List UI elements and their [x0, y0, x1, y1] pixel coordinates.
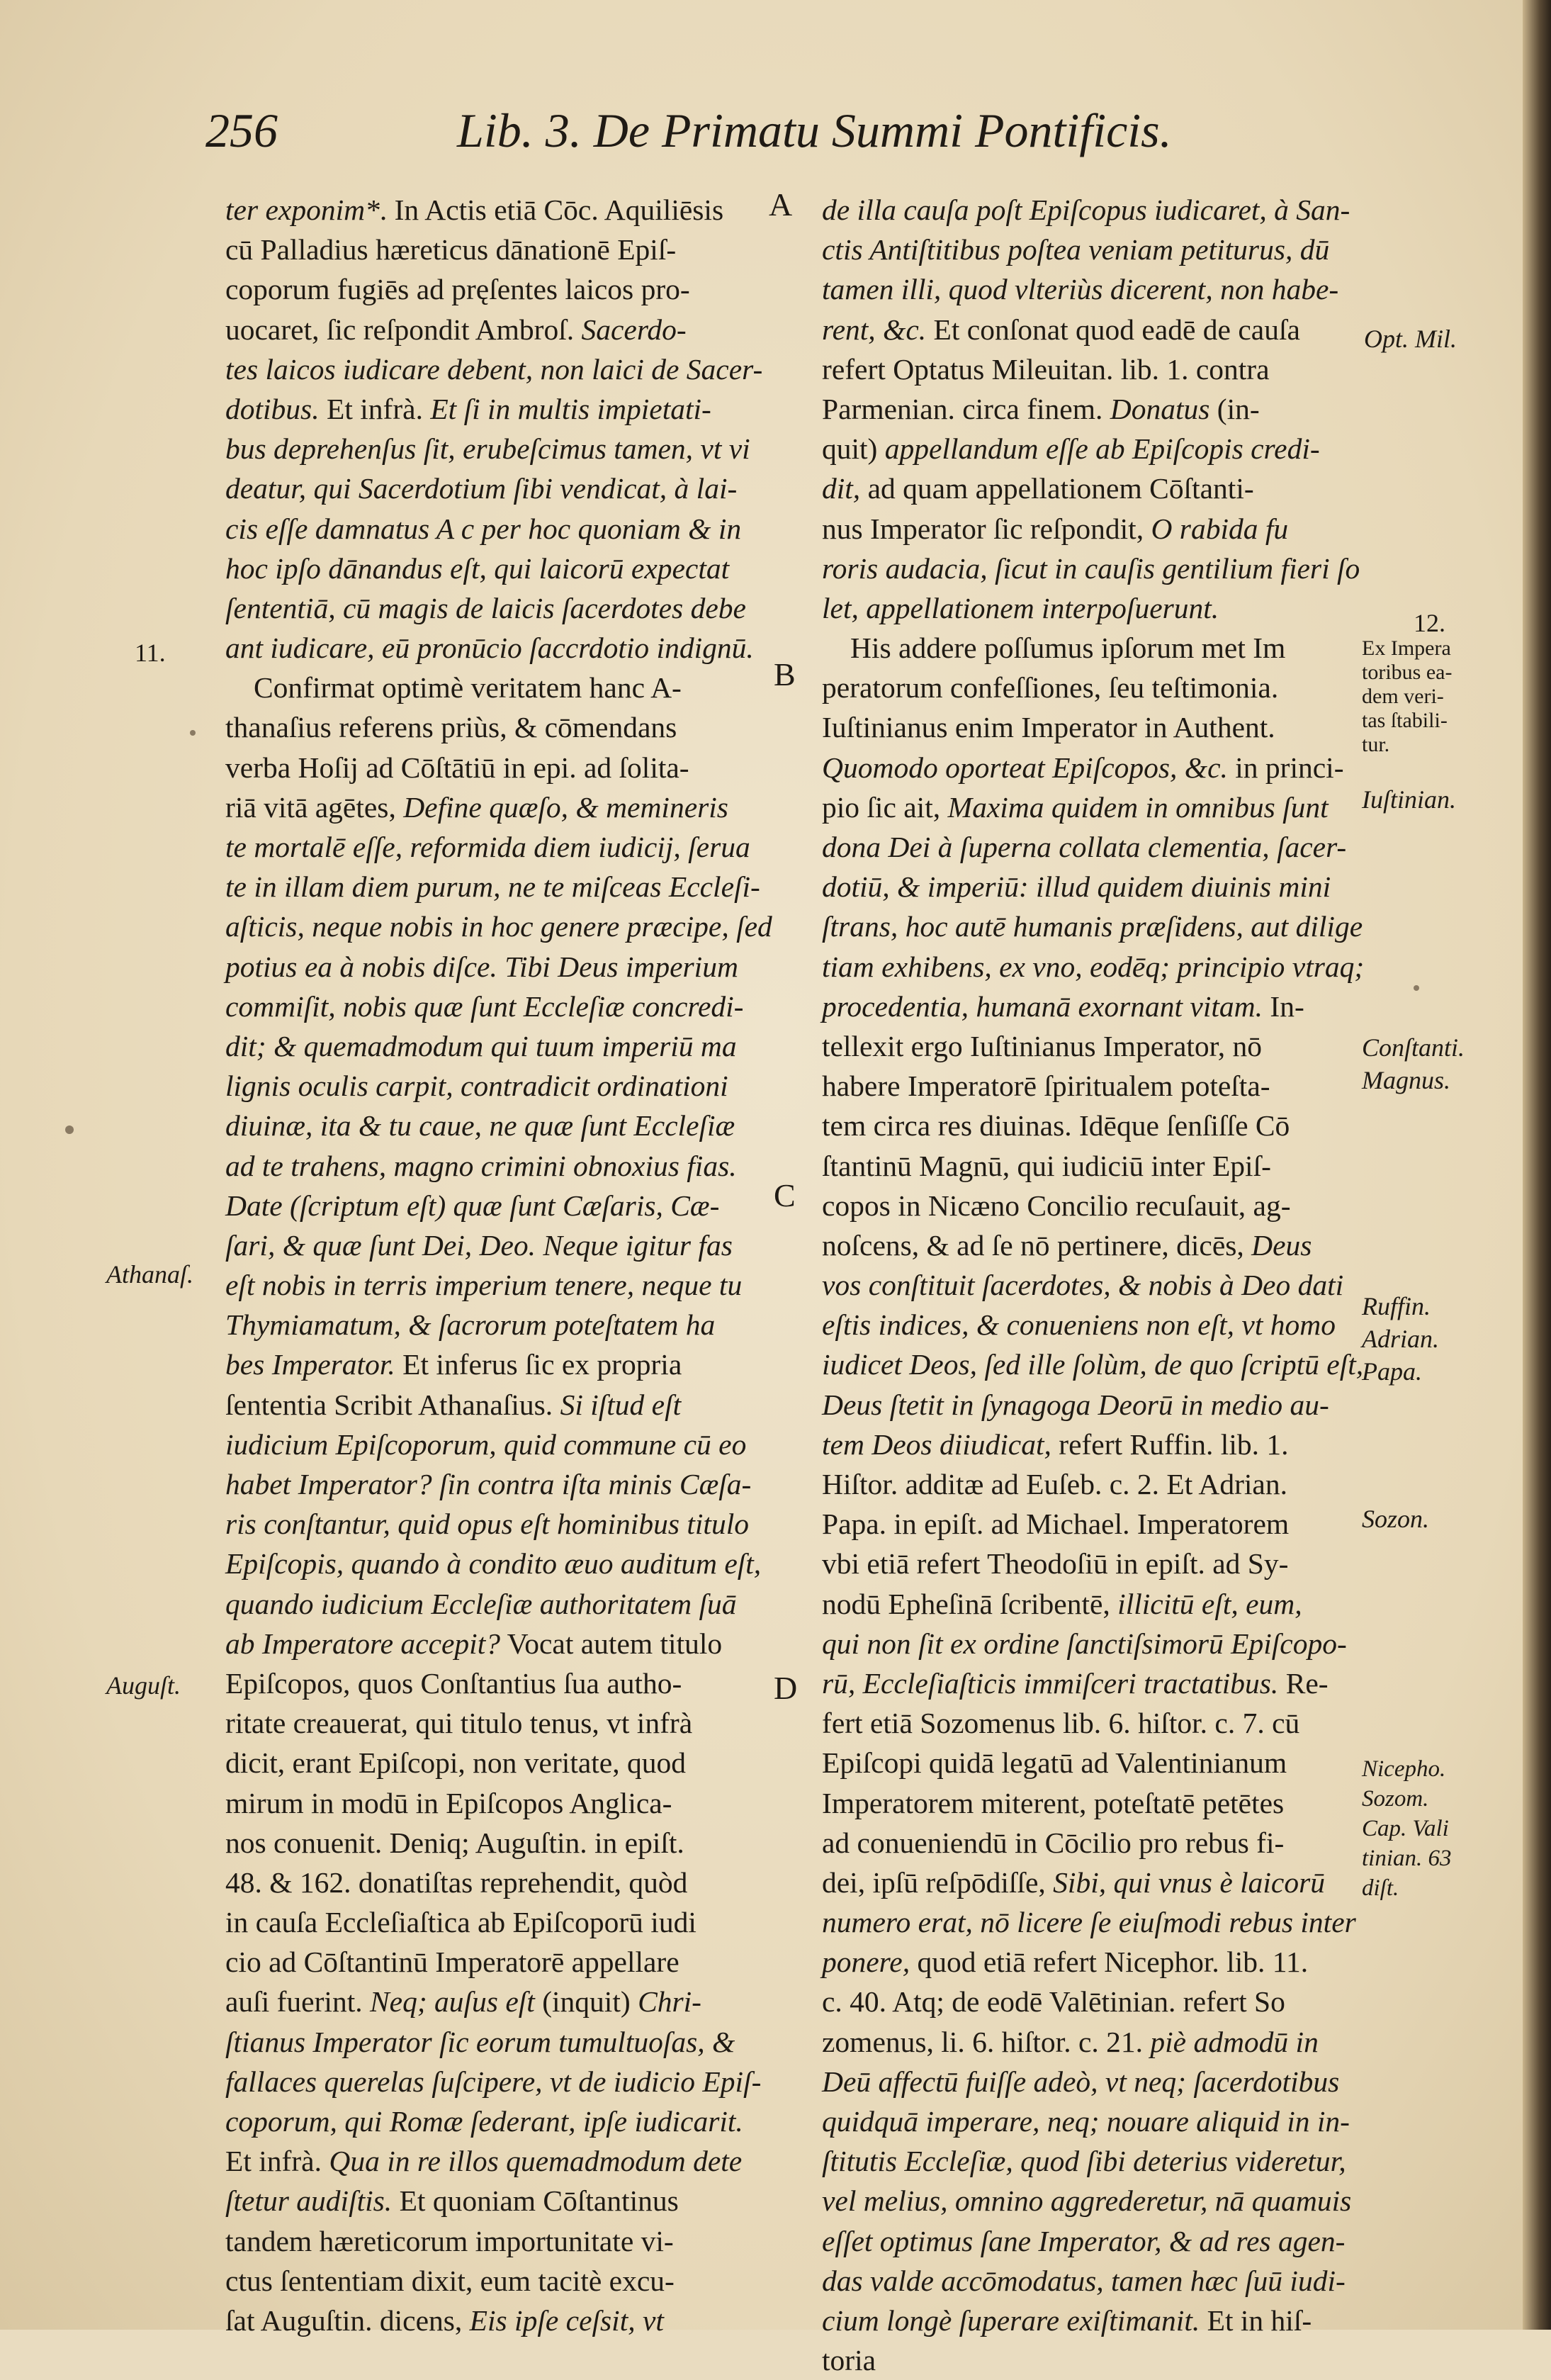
- text-line: [225, 668, 764, 707]
- running-title: Lib. 3. De Primatu Summi Pontificis.: [457, 103, 1172, 157]
- text-run: numero erat, nō licere ſe eiuſmodi rebus inter: [822, 1906, 1356, 1939]
- text-run: Et ſi in multis impietati-: [430, 392, 711, 425]
- text-run: Iuſtinianus enim Imperator in Authent.: [822, 711, 1275, 744]
- text-run: copos in Nicæno Concilio recuſauit, ag-: [822, 1189, 1291, 1222]
- text-run: dotibus.: [225, 392, 320, 425]
- text-line: [225, 628, 764, 668]
- text-run: Eis ipſe ceſsit, vt: [469, 2303, 664, 2337]
- text-line: [225, 1385, 764, 1425]
- text-run: Donatus: [1110, 392, 1210, 425]
- text-line: [822, 1624, 1346, 1663]
- margin-note-augustinus: Auguſt.: [106, 1671, 181, 1700]
- text-run: te in illam diem purum, ne te miſceas Eccleſi-: [225, 870, 760, 904]
- text-line: [225, 269, 764, 309]
- text-line: [822, 1225, 1346, 1265]
- text-run: cio ad Cōſtantinū Imperatorē appellare: [225, 1946, 679, 1979]
- text-line: [225, 748, 764, 787]
- margin-note-line: Conſtanti.: [1362, 1033, 1465, 1062]
- text-run: auſi fuerint.: [225, 1985, 370, 2019]
- text-run: zomenus, li. 6. hiſtor. c. 21.: [822, 2025, 1151, 2058]
- text-run: Thymiamatum, & ſacrorum poteſtatem ha: [225, 1308, 716, 1342]
- text-line: [225, 1425, 764, 1464]
- margin-note-line: diſt.: [1362, 1875, 1399, 1901]
- text-run: potius ea à nobis diſce. Tibi Deus imperium: [225, 950, 738, 983]
- running-header: [205, 103, 1240, 181]
- text-line: [225, 349, 764, 389]
- text-run: . In Actis etiā Cōc. Aquiliēsis: [379, 193, 724, 226]
- text-line: [822, 1902, 1356, 1942]
- text-run: nos conuenit. Deniq; Auguſtin. in epiſt.: [225, 1826, 684, 1859]
- section-letter-b: B: [774, 656, 796, 692]
- text-run: eſtis indices, & conueniens non eſt, vt homo: [822, 1308, 1336, 1342]
- text-run: ris conſtantur, quid opus eſt hominibus titulo: [225, 1508, 749, 1541]
- text-run: diuinæ, ita & tu caue, ne quæ ſunt Eccleſiæ: [225, 1109, 735, 1143]
- margin-note-line: tur.: [1362, 733, 1390, 756]
- text-run: bus deprehenſus ſit, erubeſcimus tamen, vt vi: [225, 432, 750, 466]
- text-line: [822, 1783, 1346, 1823]
- left-text-column: [225, 190, 772, 2340]
- text-run: dona Dei à ſuperna collata clementia, ſacer-: [822, 831, 1347, 863]
- margin-note-line: Magnus.: [1362, 1066, 1450, 1094]
- text-line: [822, 1823, 1346, 1863]
- text-run: ſtrans, hoc autē humanis præſidens, aut dilige: [822, 910, 1363, 943]
- text-line: [225, 509, 764, 549]
- text-run: ab Imperatore accepit?: [225, 1627, 500, 1660]
- page-number: 256: [205, 103, 278, 157]
- text-run: O rabida fu: [1151, 512, 1289, 545]
- text-line: [225, 310, 764, 349]
- text-line: [225, 827, 764, 867]
- text-run: ad te trahens, magno crimini obnoxius fias.: [225, 1149, 737, 1182]
- text-line: [822, 2022, 1346, 2062]
- text-line: [822, 429, 1346, 468]
- margin-note-line: Nicepho.: [1362, 1756, 1446, 1782]
- text-line: [225, 2101, 764, 2141]
- margin-note-nicephorus: [1362, 1754, 1452, 1903]
- margin-note-line: dem veri-: [1362, 685, 1444, 708]
- text-run: Sibi, qui vnus è laicorū: [1053, 1865, 1326, 1899]
- text-line: [225, 1584, 764, 1624]
- text-run: Vocat autem titulo: [500, 1627, 723, 1660]
- margin-note-ex-imperatoribus: [1362, 636, 1452, 757]
- text-run: Epiſcopos, quos Conſtantius ſua autho-: [225, 1666, 682, 1700]
- text-run: tiam exhibens, ex vno, eodēq; principio vtraq;: [822, 950, 1365, 983]
- text-line: [225, 2141, 764, 2181]
- section-number-11: 11.: [135, 639, 166, 667]
- text-line: [225, 1504, 764, 1544]
- text-line: [822, 947, 1365, 987]
- text-run: uocaret, ſic reſpondit Ambroſ.: [225, 313, 582, 346]
- text-run: iudicium Epiſcoporum, quid commune cū eo: [225, 1427, 747, 1461]
- text-run: (in-: [1209, 392, 1260, 425]
- text-run: aſticis, neque nobis in hoc genere præcipe, ſed: [225, 910, 772, 943]
- text-run: ter exponim*: [225, 193, 380, 226]
- text-run: commiſit, nobis quæ ſunt Eccleſiæ concredi-: [225, 989, 744, 1023]
- text-run: ſari, & quæ ſunt Dei, Deo. Neque igitur fas: [225, 1228, 733, 1262]
- text-run: hoc ipſo dānandus eſt, qui laicorū expectat: [225, 551, 730, 585]
- text-line: [822, 2301, 1346, 2340]
- margin-note-iustinian: Iuſtinian.: [1362, 785, 1456, 814]
- text-line: [822, 310, 1346, 349]
- text-run: fallaces querelas ſuſcipere, vt de iudicio Epiſ-: [225, 2065, 762, 2098]
- text-line: [822, 1464, 1346, 1504]
- text-line: [225, 867, 764, 906]
- text-run: ritate creauerat, qui titulo tenus, vt infrà: [225, 1707, 693, 1740]
- text-run: dei, ipſū reſpōdiſſe,: [822, 1865, 1054, 1899]
- text-line: [225, 549, 764, 588]
- text-line: [225, 947, 764, 987]
- text-run: thanaſius referens priùs, & cōmendans: [225, 711, 677, 744]
- text-line: [822, 1385, 1346, 1425]
- text-line: [822, 1345, 1364, 1384]
- text-run: procedentia, humanā exornant vitam.: [822, 989, 1263, 1023]
- text-line: [225, 1225, 764, 1265]
- text-run: ſat Auguſtin. dicens,: [225, 2303, 470, 2337]
- text-line: [822, 668, 1346, 707]
- text-run: appellandum eſſe ab Epiſcopis credi-: [884, 432, 1320, 466]
- text-run: c. 40. Atq; de eodē Valētinian. refert So: [822, 1985, 1285, 2019]
- text-run: ſtitutis Eccleſiæ, quod ſibi deterius videretur,: [822, 2145, 1346, 2178]
- text-run: dit; & quemadmodum qui tuum imperiū ma: [225, 1029, 737, 1062]
- text-run: tellexit ergo Iuſtinianus Imperator, nō: [822, 1029, 1263, 1062]
- text-line: [822, 1584, 1346, 1624]
- text-run: (inquit): [534, 1985, 638, 2019]
- text-run: ſtetur audiſtis.: [225, 2184, 393, 2218]
- text-run: ad quam appellationem Cōſtanti-: [860, 472, 1254, 505]
- margin-note-line: Cap. Vali: [1362, 1816, 1449, 1841]
- text-run: mirum in modū in Epiſcopos Anglica-: [225, 1786, 672, 1819]
- text-run: Define quæſo, & memineris: [403, 790, 728, 824]
- text-run: Neq; auſus eſt: [369, 1985, 535, 2019]
- text-run: tem circa res diuinas. Idēque ſenſiſſe Cō: [822, 1109, 1290, 1143]
- text-run: quando iudicium Eccleſiæ authoritatem ſuā: [225, 1587, 737, 1620]
- text-line: [225, 2261, 764, 2301]
- text-run: bes Imperator.: [225, 1348, 395, 1381]
- text-run: 48. & 162. donatiſtas reprehendit, quòd: [225, 1865, 688, 1899]
- text-run: riā vitā agētes,: [225, 790, 404, 824]
- margin-note-line: Adrian.: [1362, 1325, 1440, 1353]
- text-run: cium longè ſuperare exiſtimanit.: [822, 2303, 1200, 2337]
- text-line: [822, 190, 1350, 230]
- text-line: [225, 1902, 764, 1942]
- text-run: Parmenian. circa finem.: [822, 392, 1110, 425]
- text-run: Deus ſtetit in ſynagoga Deorū in medio au-: [822, 1388, 1329, 1421]
- text-line: [822, 1663, 1346, 1703]
- text-run: ſententia Scribit Athanaſius.: [225, 1388, 560, 1421]
- text-line: [225, 2181, 764, 2221]
- margin-note-line: tas ſtabili-: [1362, 709, 1448, 732]
- text-line: [822, 1942, 1346, 1982]
- text-run: illicitū eſt, eum,: [1117, 1587, 1302, 1620]
- text-run: qui non ſit ex ordine ſanctiſsimorū Epiſcopo-: [822, 1627, 1347, 1660]
- text-run: Et conſonat quod eadē de cauſa: [926, 313, 1300, 346]
- text-line: [822, 1425, 1346, 1464]
- margin-note-line: Ruffin.: [1362, 1292, 1431, 1320]
- text-run: Hiſtor. additæ ad Euſeb. c. 2. Et Adrian.: [822, 1468, 1287, 1500]
- text-run: lignis oculis carpit, contradicit ordinationi: [225, 1070, 728, 1103]
- text-line: [225, 230, 764, 269]
- text-line: [822, 2141, 1346, 2181]
- text-run: Date (ſcriptum eſt) quæ ſunt Cæſaris, Cæ-: [225, 1189, 720, 1222]
- text-run: ant iudicare, eū pronūcio ſaccrdotio indignū.: [225, 632, 754, 665]
- text-run: Maxima quidem in omnibus ſunt: [947, 790, 1329, 824]
- text-line: [225, 1305, 764, 1345]
- margin-note-constantinus: [1362, 1031, 1465, 1096]
- text-line: [822, 906, 1363, 946]
- text-run: iudicet Deos, ſed ille ſolùm, de quo ſcriptū eſt,: [822, 1348, 1364, 1381]
- text-line: [822, 1146, 1346, 1186]
- text-line: [225, 429, 764, 468]
- text-run: Papa. in epiſt. ad Michael. Imperatorem: [822, 1508, 1290, 1541]
- text-run: nus Imperator ſic reſpondit,: [822, 512, 1151, 545]
- section-letter-a: A: [769, 186, 793, 223]
- text-line: [822, 707, 1346, 747]
- text-line: [822, 987, 1346, 1026]
- text-line: [225, 1863, 764, 1902]
- text-run: quidquā imperare, neq; nouare aliquid in in-: [822, 2105, 1350, 2138]
- text-line: [225, 2221, 764, 2261]
- text-run: roris audacia, ſicut in cauſis gentilium fieri ſo: [822, 551, 1360, 585]
- text-line: [822, 787, 1346, 827]
- text-line: [822, 588, 1346, 628]
- text-line: [822, 748, 1346, 787]
- text-line: [822, 1982, 1346, 2021]
- text-line: [225, 1982, 764, 2021]
- text-run: piè admodū in: [1150, 2025, 1319, 2058]
- right-text-column: [822, 190, 1365, 2380]
- text-run: Et inferus ſic ex propria: [395, 1348, 682, 1381]
- text-run: Deū affectū fuiſſe adeò, vt neq; ſacerdotibus: [822, 2065, 1340, 2098]
- text-run: tem Deos diiudicat,: [822, 1427, 1051, 1461]
- text-line: [225, 588, 764, 628]
- text-line: [822, 1504, 1346, 1544]
- text-run: dotiū, & imperiū: illud quidem diuinis mini: [822, 870, 1331, 904]
- text-run: Si iſtud eſt: [560, 1388, 682, 1421]
- ink-speck: [1414, 985, 1419, 991]
- text-run: His addere poſſumus ipſorum met Im: [850, 632, 1286, 665]
- text-run: ſententiā, cū magis de laicis ſacerdotes debe: [225, 591, 746, 624]
- text-line: [225, 906, 772, 946]
- text-run: noſcens, & ad ſe nō pertinere, dicēs,: [822, 1228, 1252, 1262]
- text-run: refert Optatus Mileuitan. lib. 1. contra: [822, 352, 1270, 386]
- text-run: coporum, qui Romæ ſederant, ipſe iudicarit.: [225, 2105, 743, 2138]
- text-run: cis eſſe damnatus A c per hoc quoniam & in: [225, 512, 742, 545]
- text-run: vel melius, omnino aggrederetur, nā quamuis: [822, 2184, 1352, 2218]
- text-run: ctis Antiſtitibus poſtea veniam petiturus, dū: [822, 233, 1330, 266]
- text-line: [225, 987, 764, 1026]
- text-run: fert etiā Sozomenus lib. 6. hiſtor. c. 7. cū: [822, 1707, 1300, 1740]
- text-line: [225, 2022, 764, 2062]
- text-line: [822, 349, 1346, 389]
- text-line: [822, 867, 1346, 906]
- text-line: [822, 1305, 1346, 1345]
- text-line: [225, 2301, 764, 2340]
- text-run: habet Imperator? ſin contra iſta minis Cæſa-: [225, 1468, 752, 1500]
- text-run: dit,: [822, 472, 861, 505]
- text-line: [822, 2181, 1352, 2221]
- text-line: [822, 269, 1346, 309]
- text-run: pio ſic ait,: [822, 790, 948, 824]
- text-line: [822, 549, 1360, 588]
- text-line: [225, 1743, 764, 1783]
- margin-note-line: Papa.: [1362, 1357, 1422, 1386]
- text-line: [822, 2101, 1350, 2141]
- margin-note-sozomenus: Sozon.: [1362, 1505, 1430, 1533]
- margin-note-line: tinian. 63: [1362, 1846, 1452, 1871]
- text-line: [822, 468, 1346, 508]
- ink-speck: [65, 1126, 74, 1134]
- text-run: Imperatorem miterent, poteſtatē petētes: [822, 1786, 1285, 1819]
- text-run: Re-: [1278, 1666, 1329, 1700]
- text-line: [225, 389, 764, 429]
- margin-note-ruffin-adrian: [1362, 1290, 1439, 1388]
- text-line: [822, 1863, 1346, 1902]
- text-line: [225, 1783, 764, 1823]
- text-line: [225, 1066, 764, 1106]
- text-run: deatur, qui Sacerdotium ſibi vendicat, à lai-: [225, 472, 738, 505]
- text-run: Sacerdo-: [581, 313, 687, 346]
- margin-note-line: Ex Impera: [1362, 636, 1451, 660]
- text-run: eſſet optimus ſane Imperator, & ad res agen-: [822, 2224, 1346, 2257]
- text-line: [225, 468, 764, 508]
- text-run: In-: [1263, 989, 1304, 1023]
- margin-note-line: toribus ea-: [1362, 661, 1453, 684]
- text-line: [822, 1743, 1346, 1783]
- text-line: [225, 1186, 764, 1225]
- text-line: [225, 1823, 764, 1863]
- text-line: [225, 1464, 764, 1504]
- text-run: toria: [822, 2344, 876, 2377]
- text-line: [822, 1265, 1346, 1305]
- text-line: [225, 1106, 764, 1145]
- text-line: [225, 707, 764, 747]
- text-run: te mortalē eſſe, reformida diem iudicij, ſerua: [225, 831, 750, 863]
- text-run: peratorum confeſſiones, ſeu teſtimonia.: [822, 671, 1279, 705]
- text-run: Epiſcopis, quando à condito æuo auditum eſt,: [225, 1547, 762, 1581]
- text-line: [822, 230, 1346, 269]
- text-run: ſtantinū Magnū, qui iudiciū inter Epiſ-: [822, 1149, 1271, 1182]
- text-line: [225, 787, 764, 827]
- text-run: tamen illi, quod vlteriùs dicerent, non habe-: [822, 273, 1339, 306]
- text-line: [822, 1544, 1346, 1583]
- text-line: [822, 1066, 1346, 1106]
- text-run: quit): [822, 432, 885, 466]
- text-run: de illa cauſa poſt Epiſcopus iudicaret, à San-: [822, 193, 1350, 226]
- section-letter-c: C: [774, 1177, 796, 1213]
- text-line: [225, 2062, 764, 2101]
- text-line: [225, 1026, 764, 1066]
- text-run: das valde accōmodatus, tamen hæc ſuū iudi-: [822, 2264, 1346, 2297]
- text-run: ad conueniendū in Cōcilio pro rebus fi-: [822, 1826, 1285, 1859]
- text-run: ponere,: [822, 1946, 910, 1979]
- text-run: rū, Eccleſiaſticis immiſceri tractatibus.: [822, 1666, 1279, 1700]
- text-run: in princi-: [1227, 751, 1344, 784]
- text-run: verba Hoſij ad Cōſtātiū in epi. ad ſolita-: [225, 751, 689, 784]
- text-line: [822, 2062, 1346, 2101]
- text-run: dicit, erant Epiſcopi, non veritate, quod: [225, 1746, 686, 1780]
- text-run: coporum fugiēs ad pręſentes laicos pro-: [225, 273, 690, 306]
- text-run: quod etiā refert Nicephor. lib. 11.: [910, 1946, 1309, 1979]
- text-line: [225, 1624, 764, 1663]
- text-run: in cauſa Eccleſiaſtica ab Epiſcoporū iudi: [225, 1906, 696, 1939]
- text-run: Deus: [1251, 1228, 1312, 1262]
- margin-note-optatus: Opt. Mil.: [1364, 325, 1457, 353]
- text-line: [225, 1663, 764, 1703]
- text-run: let, appellationem interpoſuerunt.: [822, 591, 1219, 624]
- text-line: [822, 827, 1346, 867]
- text-line: [822, 628, 1346, 668]
- margin-note-athanasius: Athanaſ.: [106, 1260, 193, 1289]
- text-line: [822, 1106, 1346, 1145]
- text-run: Et infrà.: [319, 392, 431, 425]
- text-run: ſtianus Imperator ſic eorum tumultuoſas, &: [225, 2025, 735, 2058]
- text-line: [225, 1942, 764, 1982]
- text-line: [225, 1544, 764, 1583]
- text-run: nodū Epheſinā ſcribentē,: [822, 1587, 1118, 1620]
- text-run: Qua in re illos quemadmodum dete: [329, 2145, 743, 2178]
- text-run: Epiſcopi quidā legatū ad Valentinianum: [822, 1746, 1287, 1780]
- margin-note-line: Sozom.: [1362, 1786, 1429, 1812]
- text-run: vos conſtituit ſacerdotes, & nobis à Deo dati: [822, 1269, 1344, 1302]
- text-line: [225, 1345, 764, 1384]
- text-line: [822, 389, 1346, 429]
- text-run: Confirmat optimè veritatem hanc A-: [254, 671, 682, 705]
- text-run: habere Imperatorē ſpiritualem poteſta-: [822, 1070, 1270, 1103]
- text-run: tes laicos iudicare debent, non laici de Sacer-: [225, 352, 763, 386]
- text-line: [225, 1146, 764, 1186]
- text-run: Et infrà.: [225, 2145, 329, 2178]
- text-run: rent, &c.: [822, 313, 927, 346]
- text-run: vbi etiā refert Theodoſiū in epiſt. ad Sy-: [822, 1547, 1289, 1581]
- text-run: cū Palladius hæreticus dānationē Epiſ-: [225, 233, 677, 266]
- text-line: [822, 2261, 1346, 2301]
- text-line: [822, 1703, 1346, 1743]
- text-line: [822, 509, 1346, 549]
- text-line: [822, 2340, 1346, 2380]
- text-line: [225, 1265, 764, 1305]
- text-run: tandem hæreticorum importunitate vi-: [225, 2224, 674, 2257]
- text-line: [822, 2221, 1346, 2261]
- text-line: [225, 1703, 764, 1743]
- ink-speck: [190, 730, 196, 736]
- page-gutter-shadow: [1523, 0, 1551, 2330]
- text-run: Et quoniam Cōſtantinus: [392, 2184, 679, 2218]
- text-run: ctus ſententiam dixit, eum tacitè excu-: [225, 2264, 675, 2297]
- text-line: [225, 190, 764, 230]
- text-run: eſt nobis in terris imperium tenere, neque tu: [225, 1269, 743, 1302]
- text-run: Quomodo oporteat Epiſcopos, &c.: [822, 751, 1228, 784]
- text-run: Chri-: [638, 1985, 701, 2019]
- section-number-12: 12.: [1414, 609, 1445, 637]
- text-run: Et in hiſ-: [1200, 2303, 1312, 2337]
- text-line: [822, 1186, 1346, 1225]
- text-run: refert Ruffin. lib. 1.: [1051, 1427, 1289, 1461]
- section-letter-d: D: [774, 1670, 798, 1706]
- text-line: [822, 1026, 1346, 1066]
